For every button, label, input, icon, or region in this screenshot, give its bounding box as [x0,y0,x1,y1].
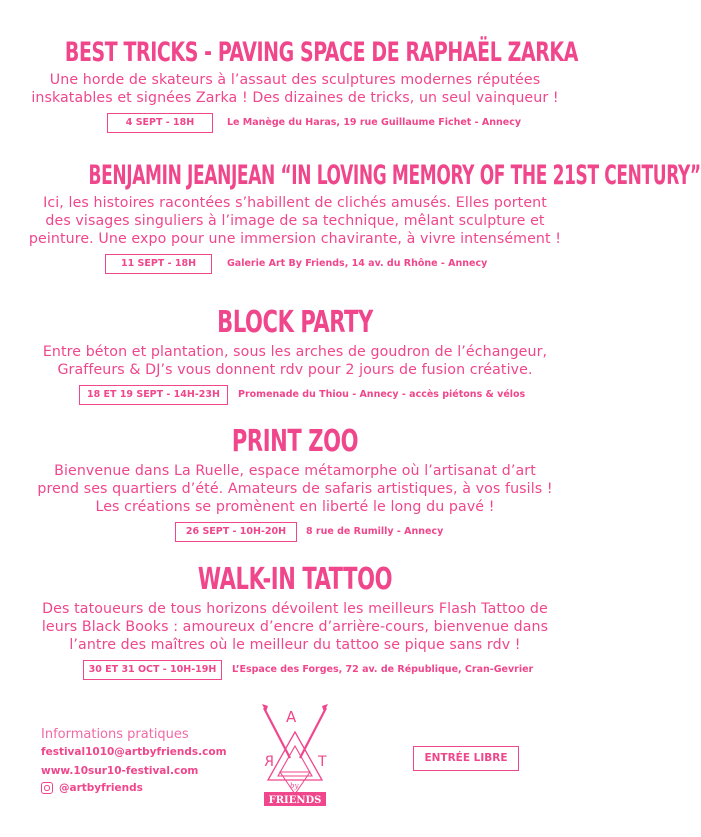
event-venue: 8 rue de Rumilly - Annecy [306,526,444,537]
event-venue: L’Espace des Forges, 72 av. de République, Cran-Gevrier [232,664,534,675]
event-title: WALK-IN TATTOO [197,562,393,597]
event-venue: Promenade du Thiou - Annecy - accès piétons & vélos [238,389,526,400]
event-info [0,113,590,133]
event-description: Entre béton et plantation, sous les arches de goudron de l’échangeur, Graffeurs & DJ’s vous donnent rdv pour 2 jours de fusion créative. [42,344,548,378]
website-link[interactable]: www.10sur10-festival.com [41,765,199,777]
event-best-tricks [0,38,590,133]
logo-letter-a: A [286,708,297,726]
event-benjamin-jeanjean [0,160,701,274]
event-info [0,522,590,542]
event-description: Ici, les histoires racontées s’habillent de clichés amusés. Elles portent des visages singuliers à l’image de sa technique, mêlant sculpture et peinture. Une expo pour une immersion chavirante, à vivre intensément ! [28,195,562,247]
brush-right-icon [300,708,326,758]
event-date-badge: 30 ET 31 OCT - 10H-19H [83,660,222,680]
instagram-link[interactable] [41,782,143,794]
event-description: Des tatoueurs de tous horizons dévoilent les meilleurs Flash Tattoo de leurs Black Books : amoureux d’encre d’arrière-cours, bienvenue dans l’antre des maîtres où le meilleur du tattoo se pique sans rdv ! [41,601,549,653]
logo-letter-t: T [318,754,327,770]
event-date-badge: 11 SEPT - 18H [105,254,212,274]
event-info [0,660,590,680]
event-title: BLOCK PARTY [217,305,373,340]
email-link[interactable]: festival1010@artbyfriends.com [41,746,227,758]
instagram-icon [41,782,53,794]
instagram-handle: @artbyfriends [59,782,143,794]
art-by-friends-logo [250,702,340,812]
entree-libre-badge: ENTRÉE LIBRE [413,746,519,771]
logo-by: by [290,782,299,790]
event-block-party [0,306,590,405]
event-date-badge: 26 SEPT - 10H-20H [175,522,297,542]
event-title: BEST TRICKS - PAVING SPACE DE RAPHAËL ZARKA [64,37,578,68]
logo-friends: FRIENDS [268,795,322,806]
event-title: BENJAMIN JEANJEAN “IN LOVING MEMORY OF THE 21ST CENTURY” [88,160,701,191]
event-walk-in-tattoo [0,563,590,680]
logo-letter-r: R [264,754,274,770]
event-date-badge: 18 ET 19 SEPT - 14H-23H [79,385,228,405]
event-date-badge: 4 SEPT - 18H [107,113,213,133]
event-venue: Galerie Art By Friends, 14 av. du Rhône - Annecy [227,258,488,269]
event-info [0,385,590,405]
logo-triangle [268,732,322,780]
event-description: Bienvenue dans La Ruelle, espace métamorphe où l’artisanat d’art prend ses quartiers d’été. Amateurs de safaris artistiques, à vos fusils ! Les créations se promènent en liberté le long du pavé ! [37,463,553,515]
event-print-zoo [0,425,590,542]
event-description: Une horde de skateurs à l’assaut des sculptures modernes réputées inskatables et signées Zarka ! Des dizaines de tricks, un seul vainqueur ! [31,72,559,106]
info-title: Informations pratiques [41,727,189,742]
event-info [0,254,590,274]
event-venue: Le Manège du Haras, 19 rue Guillaume Fichet - Annecy [227,117,522,128]
event-title: PRINT ZOO [231,424,359,459]
